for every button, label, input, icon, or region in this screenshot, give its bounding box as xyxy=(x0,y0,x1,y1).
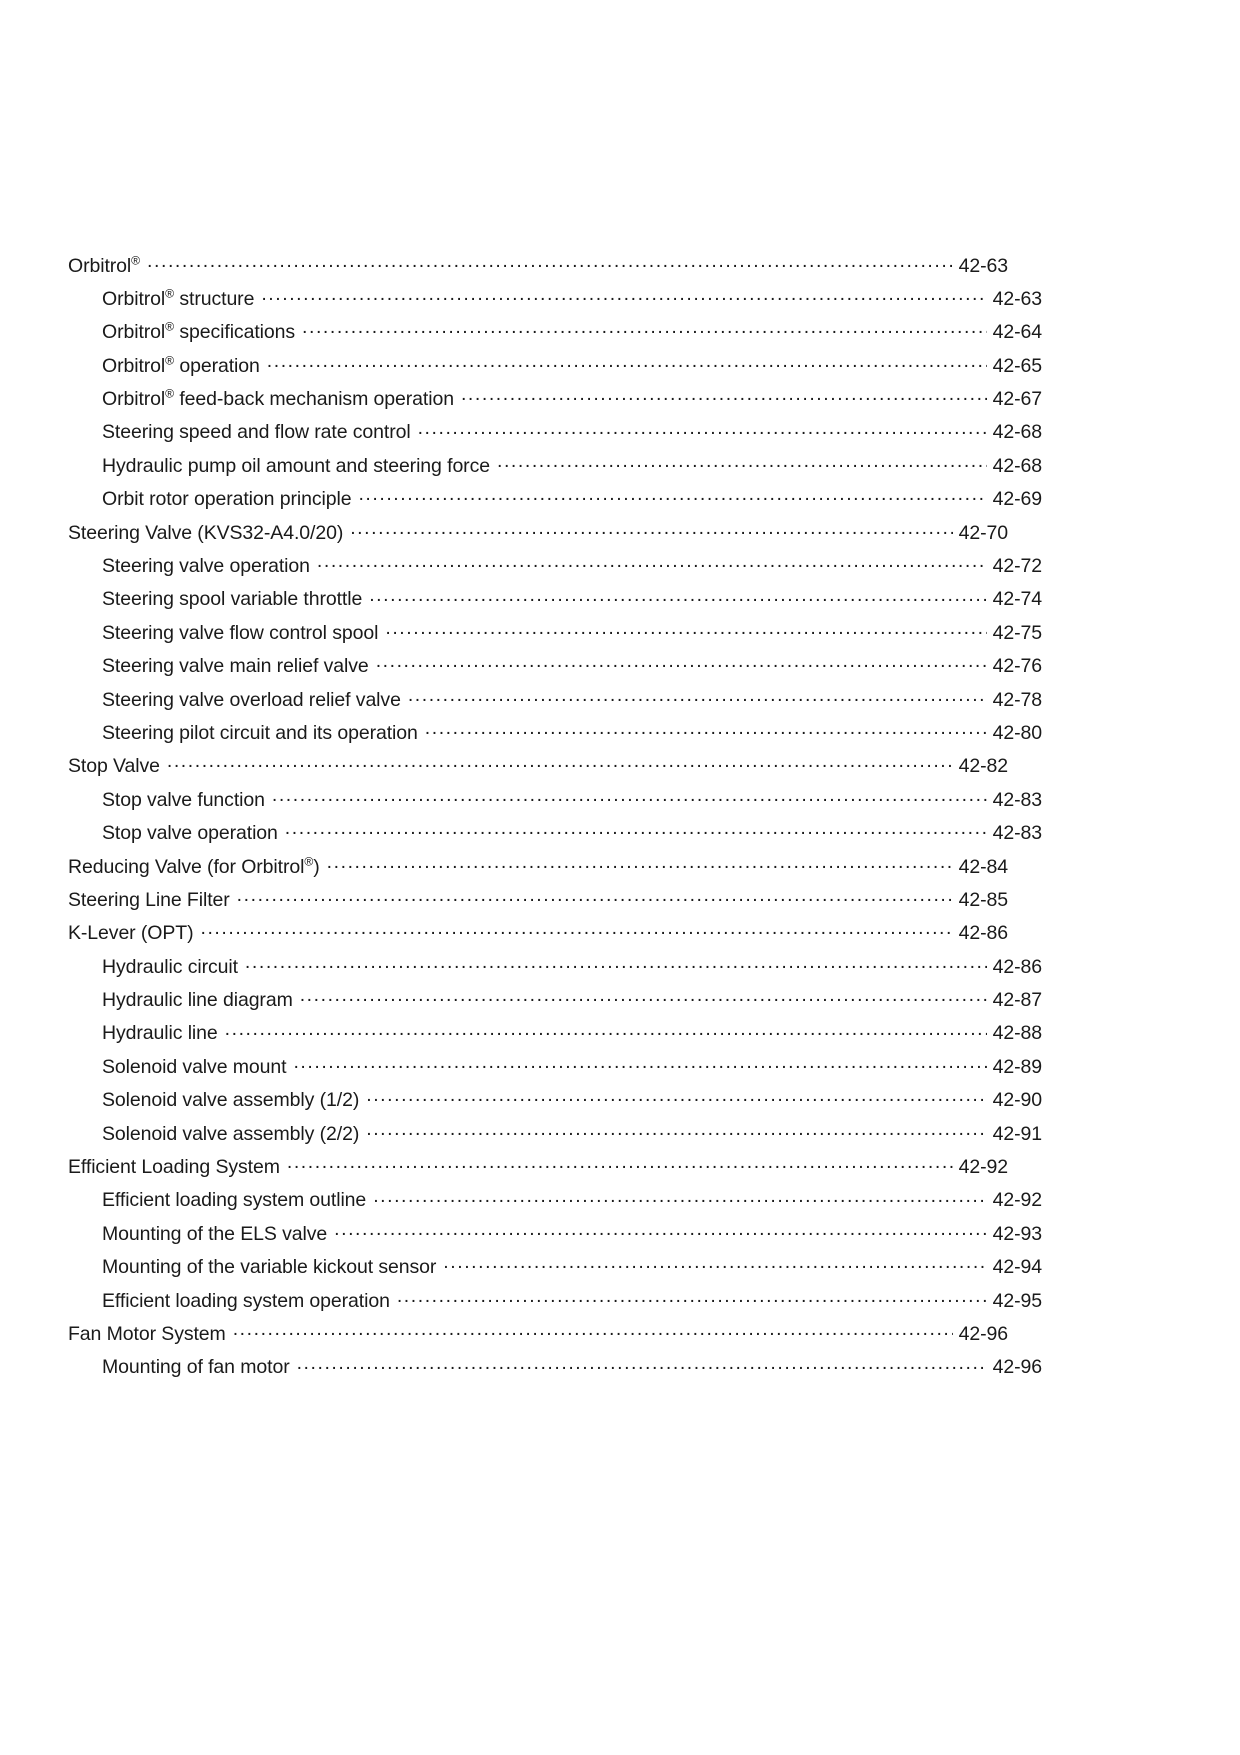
toc-entry-title: Steering valve main relief valve xyxy=(102,655,369,678)
toc-entry-title: Efficient loading system outline xyxy=(102,1189,367,1212)
toc-entry[interactable] xyxy=(68,1120,1042,1153)
toc-entry[interactable] xyxy=(68,886,1008,919)
toc-entry-page-number: 42-83 xyxy=(992,822,1042,845)
toc-entry-title: Steering spool variable throttle xyxy=(102,588,363,611)
toc-entry-title: Reducing Valve (for Orbitrol®) xyxy=(68,854,320,878)
toc-leader-dots xyxy=(285,820,987,840)
toc-entry-title: Steering valve overload relief valve xyxy=(102,688,401,711)
registered-trademark-icon: ® xyxy=(165,286,175,301)
toc-leader-dots xyxy=(317,553,987,573)
registered-trademark-icon: ® xyxy=(165,386,175,401)
toc-entry[interactable] xyxy=(68,319,1042,352)
toc-leader-dots xyxy=(397,1287,987,1307)
toc-entry-title-suffix: specifications xyxy=(174,321,296,344)
toc-leader-dots xyxy=(366,1120,986,1140)
registered-trademark-icon: ® xyxy=(304,854,314,869)
toc-leader-dots xyxy=(167,753,953,773)
toc-leader-dots xyxy=(233,1321,953,1341)
toc-entry-page-number: 42-82 xyxy=(958,755,1008,778)
toc-leader-dots xyxy=(497,452,987,472)
toc-entry[interactable] xyxy=(68,1020,1042,1053)
toc-entry[interactable] xyxy=(68,619,1042,652)
toc-entry-title: K-Lever (OPT) xyxy=(68,922,194,945)
toc-leader-dots xyxy=(267,352,987,372)
toc-entry[interactable] xyxy=(68,1254,1042,1287)
registered-trademark-icon: ® xyxy=(131,253,141,267)
toc-entry-title: Steering Line Filter xyxy=(68,888,230,911)
toc-entry-page-number: 42-63 xyxy=(992,287,1042,310)
toc-leader-dots xyxy=(327,853,953,873)
toc-entry-title: Orbitrol® operation xyxy=(102,353,260,377)
toc-entry[interactable] xyxy=(68,452,1042,485)
toc-entry-title: Steering valve operation xyxy=(102,555,310,578)
toc-entry[interactable] xyxy=(68,352,1042,385)
toc-leader-dots xyxy=(443,1254,986,1274)
toc-entry-page-number: 42-96 xyxy=(958,1323,1008,1345)
toc-entry-page-number: 42-76 xyxy=(992,655,1042,678)
toc-entry-title: Steering pilot circuit and its operation xyxy=(102,721,418,744)
toc-entry[interactable] xyxy=(68,1220,1042,1253)
toc-entry[interactable] xyxy=(68,653,1042,686)
toc-leader-dots xyxy=(237,886,953,906)
toc-entry-page-number: 42-89 xyxy=(992,1055,1042,1078)
toc-entry-title: Steering Valve (KVS32-A4.0/20) xyxy=(68,521,344,544)
toc-entry-title: Steering speed and flow rate control xyxy=(102,421,411,444)
toc-entry-page-number: 42-65 xyxy=(992,354,1042,377)
registered-trademark-icon: ® xyxy=(165,319,175,334)
toc-entry-title: Hydraulic line diagram xyxy=(102,989,293,1012)
toc-entry-title-suffix: structure xyxy=(174,287,255,310)
toc-entry[interactable] xyxy=(68,1287,1042,1320)
toc-entry[interactable] xyxy=(68,486,1042,519)
toc-entry-page-number: 42-75 xyxy=(992,621,1042,644)
toc-entry-page-number: 42-86 xyxy=(958,922,1008,945)
toc-entry[interactable] xyxy=(68,987,1042,1020)
toc-entry[interactable] xyxy=(68,1053,1042,1086)
toc-entry-title: Mounting of fan motor xyxy=(102,1356,290,1379)
toc-entry-page-number: 42-69 xyxy=(992,488,1042,511)
toc-entry-title: Efficient loading system operation xyxy=(102,1289,390,1312)
toc-entry-page-number: 42-63 xyxy=(958,254,1008,277)
toc-entry[interactable] xyxy=(68,686,1042,719)
toc-entry-page-number: 42-95 xyxy=(992,1289,1042,1312)
toc-entry-title: Hydraulic line xyxy=(102,1022,218,1045)
toc-entry[interactable] xyxy=(68,252,1008,285)
toc-entry[interactable] xyxy=(68,820,1042,853)
toc-entry-title: Orbitrol® structure xyxy=(102,286,255,310)
toc-entry-page-number: 42-90 xyxy=(992,1089,1042,1112)
toc-entry[interactable] xyxy=(68,953,1042,986)
toc-entry-page-number: 42-84 xyxy=(958,855,1008,878)
toc-entry-title: Solenoid valve mount xyxy=(102,1055,287,1078)
toc-entry-page-number: 42-64 xyxy=(992,321,1042,344)
toc-entry-page-number: 42-92 xyxy=(992,1189,1042,1212)
toc-leader-dots xyxy=(385,619,986,639)
toc-leader-dots xyxy=(300,987,987,1007)
toc-leader-dots xyxy=(147,252,953,272)
toc-entry-title: Efficient Loading System xyxy=(68,1156,280,1179)
toc-entry-title: Hydraulic circuit xyxy=(102,955,238,978)
toc-leader-dots xyxy=(334,1220,986,1240)
toc-entry-page-number: 42-85 xyxy=(958,888,1008,911)
toc-entry-title: Mounting of the ELS valve xyxy=(102,1222,328,1245)
toc-entry-title: Hydraulic pump oil amount and steering force xyxy=(102,454,490,477)
toc-entry-page-number: 42-96 xyxy=(992,1356,1042,1379)
toc-leader-dots xyxy=(373,1187,986,1207)
toc-entry-title: Stop Valve xyxy=(68,755,160,778)
toc-leader-dots xyxy=(461,386,987,406)
toc-entry[interactable] xyxy=(68,753,1008,786)
toc-entry-page-number: 42-72 xyxy=(992,555,1042,578)
toc-entry[interactable] xyxy=(68,386,1042,419)
toc-leader-dots xyxy=(297,1354,987,1374)
toc-leader-dots xyxy=(350,519,952,539)
toc-entry-title: Stop valve operation xyxy=(102,822,278,845)
toc-entry-title-suffix: ) xyxy=(313,855,320,878)
toc-leader-dots xyxy=(302,319,987,339)
toc-entry-title: Solenoid valve assembly (2/2) xyxy=(102,1122,360,1145)
toc-entry-page-number: 42-94 xyxy=(992,1256,1042,1279)
toc-entry-page-number: 42-83 xyxy=(992,788,1042,811)
registered-trademark-icon: ® xyxy=(165,353,175,368)
toc-entry-page-number: 42-80 xyxy=(992,721,1042,744)
toc-entry[interactable] xyxy=(68,719,1042,752)
toc-entry-page-number: 42-92 xyxy=(958,1156,1008,1179)
toc-entry-title-suffix: operation xyxy=(174,354,260,377)
toc-leader-dots xyxy=(293,1053,986,1073)
toc-entry[interactable] xyxy=(68,786,1042,819)
toc-entry[interactable] xyxy=(68,920,1008,953)
toc-entry-page-number: 42-74 xyxy=(992,588,1042,611)
toc-entry-title: Orbitrol® feed-back mechanism operation xyxy=(102,386,454,411)
toc-entry-title-suffix: feed-back mechanism operation xyxy=(174,388,454,411)
toc-leader-dots xyxy=(245,953,987,973)
toc-leader-dots xyxy=(261,285,986,305)
toc-entry[interactable] xyxy=(68,1321,1008,1354)
toc-entry-title: Fan Motor System xyxy=(68,1323,226,1345)
table-of-contents xyxy=(68,252,1042,1387)
toc-leader-dots xyxy=(358,486,986,506)
toc-entry-page-number: 42-87 xyxy=(992,989,1042,1012)
toc-entry-title: Solenoid valve assembly (1/2) xyxy=(102,1089,360,1112)
toc-entry-title: Stop valve function xyxy=(102,788,265,811)
toc-entry[interactable] xyxy=(68,285,1042,318)
toc-entry-page-number: 42-78 xyxy=(992,688,1042,711)
toc-entry[interactable] xyxy=(68,553,1042,586)
toc-entry-title: Orbit rotor operation principle xyxy=(102,488,352,511)
toc-entry-title: Steering valve flow control spool xyxy=(102,621,379,644)
toc-entry[interactable] xyxy=(68,419,1042,452)
toc-leader-dots xyxy=(272,786,987,806)
toc-entry-page-number: 42-91 xyxy=(992,1122,1042,1145)
toc-leader-dots xyxy=(287,1154,953,1174)
toc-leader-dots xyxy=(425,719,987,739)
toc-leader-dots xyxy=(200,920,952,940)
toc-entry[interactable] xyxy=(68,1354,1042,1387)
toc-entry[interactable] xyxy=(68,853,1008,886)
toc-entry-page-number: 42-86 xyxy=(992,955,1042,978)
toc-leader-dots xyxy=(369,586,986,606)
toc-leader-dots xyxy=(376,653,987,673)
toc-entry-page-number: 42-67 xyxy=(992,388,1042,411)
toc-entry-title: Orbitrol® specifications xyxy=(102,319,296,344)
toc-entry-page-number: 42-93 xyxy=(992,1222,1042,1245)
toc-entry[interactable] xyxy=(68,1187,1042,1220)
toc-leader-dots xyxy=(225,1020,987,1040)
toc-entry-page-number: 42-68 xyxy=(992,454,1042,477)
toc-entry[interactable] xyxy=(68,1087,1042,1120)
toc-leader-dots xyxy=(418,419,987,439)
toc-entry-page-number: 42-70 xyxy=(958,521,1008,544)
toc-entry[interactable] xyxy=(68,1154,1008,1187)
toc-leader-dots xyxy=(408,686,987,706)
toc-leader-dots xyxy=(366,1087,986,1107)
toc-entry[interactable] xyxy=(68,586,1042,619)
toc-entry-page-number: 42-68 xyxy=(992,421,1042,444)
toc-entry[interactable] xyxy=(68,519,1008,552)
toc-entry-page-number: 42-88 xyxy=(992,1022,1042,1045)
toc-entry-title: Orbitrol® xyxy=(68,253,141,277)
toc-entry-title: Mounting of the variable kickout sensor xyxy=(102,1256,437,1279)
